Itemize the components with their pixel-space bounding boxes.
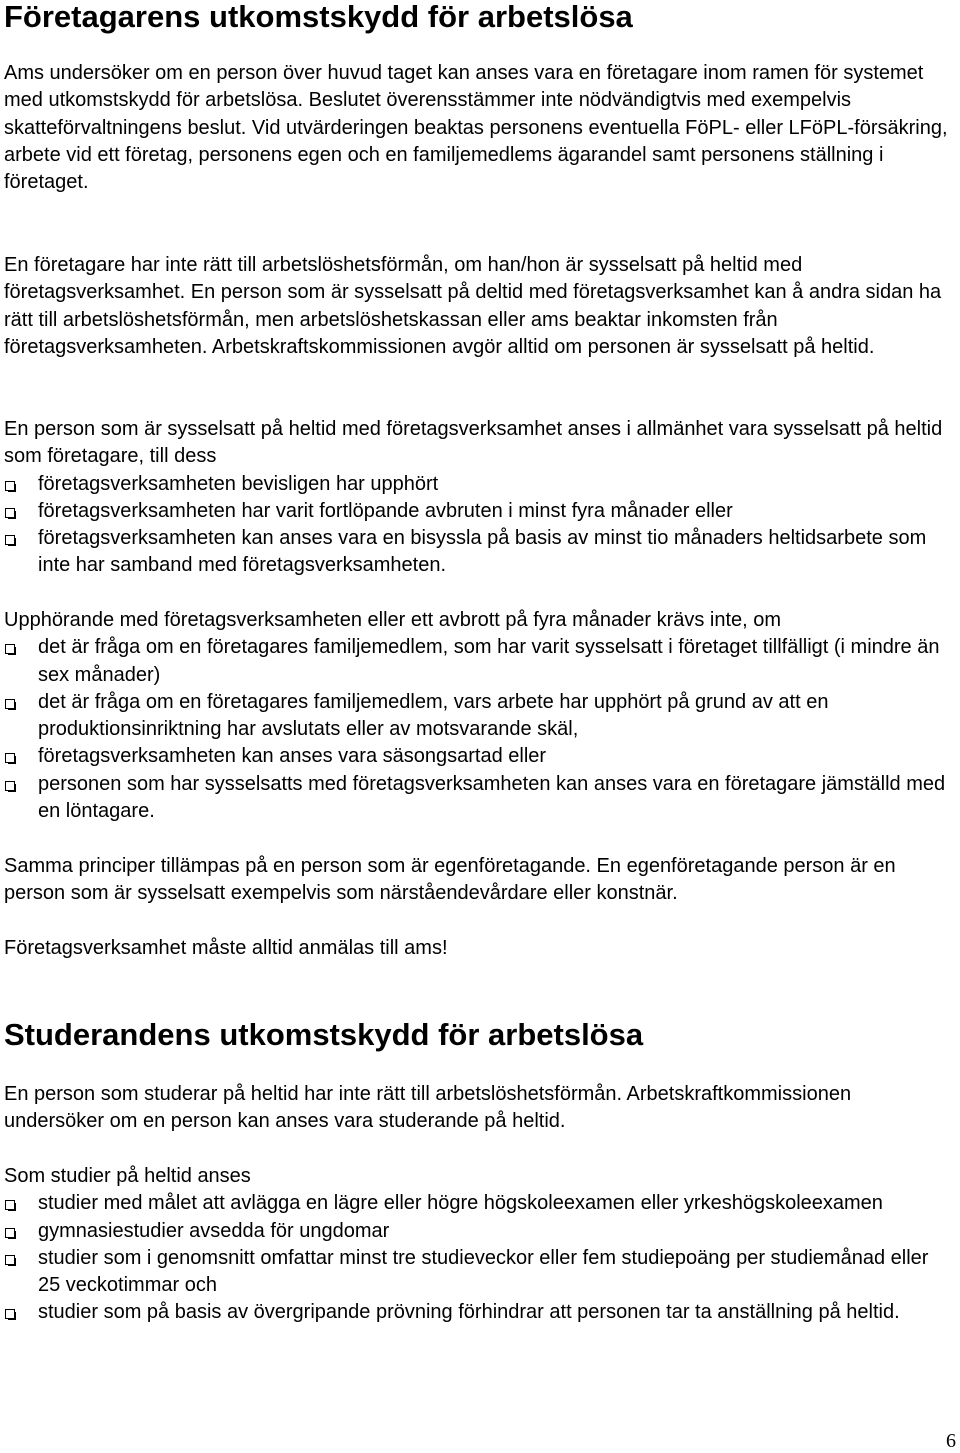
list-item bbox=[4, 689, 952, 744]
paragraph-fulltime-rule bbox=[4, 252, 952, 361]
paragraph-text: En person som studerar på heltid har inte rätt till arbetslöshetsförmån. Arbetskraftkommissionen undersöker om en person kan anses vara studerande på heltid. bbox=[4, 1083, 852, 1133]
list-intro: En person som är sysselsatt på heltid med företagsverksamhet anses i allmänhet vara sysselsatt på heltid som företagare, till dess bbox=[4, 418, 943, 468]
paragraph-text: Samma principer tillämpas på en person som är egenföretagande. En egenföretagande person är en person som är sysselsatt exempelvis som närståendevårdare eller konstnär. bbox=[4, 855, 896, 905]
list-item-text: gymnasiestudier avsedda för ungdomar bbox=[38, 1219, 390, 1242]
paragraph-entrepreneur-assessment bbox=[4, 60, 952, 196]
list-item bbox=[4, 1245, 952, 1300]
list-item-text: företagsverksamheten kan anses vara en bisyssla på basis av minst tio månaders heltidsarbete som inte har samband med företagsverksamheten. bbox=[38, 527, 927, 577]
paragraph-self-employed bbox=[4, 853, 952, 908]
paragraph-student-rule bbox=[4, 1081, 952, 1136]
list-item bbox=[4, 634, 952, 689]
checkbox-bullet-icon bbox=[5, 1255, 15, 1265]
list-item bbox=[4, 471, 952, 498]
list-item-text: företagsverksamheten bevisligen har upphört bbox=[38, 472, 439, 495]
checkbox-bullet-icon bbox=[5, 535, 15, 545]
paragraph-text: Företagsverksamhet måste alltid anmälas till ams! bbox=[4, 937, 448, 959]
paragraph-text: En företagare har inte rätt till arbetslöshetsförmån, om han/hon är sysselsatt på heltid med företagsverksamhet. En person som är sysselsatt på deltid med företagsverksamhet kan å andra sidan ha rätt till arbetslöshetsförmån, men arbetslöshetskassan eller ams beaktar inkomsten från företagsverksamheten. Arbetskraftskommissionen avgör alltid om personen är sysselsatt på heltid. bbox=[4, 254, 942, 358]
list-item-text: studier med målet att avlägga en lägre eller högre högskoleexamen eller yrkeshögskoleexamen bbox=[38, 1192, 883, 1215]
checkbox-bullet-icon bbox=[5, 1200, 15, 1210]
page-number: 6 bbox=[946, 1430, 956, 1452]
paragraph-fulltime-studies bbox=[4, 1163, 952, 1327]
section-title-entrepreneur: Företagarens utkomstskydd för arbetslösa bbox=[4, 0, 633, 34]
list-item-text: företagsverksamheten kan anses vara säsongsartad eller bbox=[38, 745, 547, 768]
checkbox-bullet-icon bbox=[5, 508, 15, 518]
list-item-text: studier som i genomsnitt omfattar minst tre studieveckor eller fem studiepoäng per studiemånad eller 25 veckotimmar och bbox=[38, 1246, 929, 1297]
list-item bbox=[4, 1299, 952, 1326]
list-item-text: företagsverksamheten har varit fortlöpande avbruten i minst fyra månader eller bbox=[38, 499, 733, 522]
list-item-text: det är fråga om en företagares familjemedlem, vars arbete har upphört på grund av att en produktionsinriktning har avslutats eller av motsvarande skäl, bbox=[38, 690, 829, 741]
paragraph-text: Ams undersöker om en person över huvud taget kan anses vara en företagare inom ramen för systemet med utkomstskydd för arbetslösa. Beslutet överensstämmer inte nödvändigtvis med exempelvis skatteförvaltningens beslut. Vid utvärderingen beaktas personens eventuella FöPL- eller LFöPL-försäkring, arbete vid ett företag, personens egen och en familjemedlems ägarandel samt personens ställning i företaget. bbox=[4, 62, 948, 194]
list-item-text: det är fråga om en företagares familjemedlem, som har varit sysselsatt i företaget tillfälligt (i mindre än sex månader) bbox=[38, 636, 940, 686]
list-intro: Upphörande med företagsverksamheten eller ett avbrott på fyra månader krävs inte, om bbox=[4, 609, 782, 631]
list-item bbox=[4, 771, 952, 826]
list-item-text: personen som har sysselsatts med företagsverksamheten kan anses vara en företagare jämställd med en löntagare. bbox=[38, 772, 946, 823]
list-item bbox=[4, 525, 952, 580]
checkbox-bullet-icon bbox=[5, 699, 15, 709]
paragraph-fulltime-conditions bbox=[4, 416, 952, 580]
list-item-text: studier som på basis av övergripande prövning förhindrar att personen tar ta anställning på heltid. bbox=[38, 1301, 900, 1324]
paragraph-notice bbox=[4, 935, 952, 962]
checkbox-bullet-icon bbox=[5, 781, 15, 791]
checkbox-bullet-icon bbox=[5, 481, 15, 491]
paragraph-exceptions bbox=[4, 607, 952, 825]
checkbox-bullet-list bbox=[4, 471, 952, 580]
list-item bbox=[4, 743, 952, 770]
checkbox-bullet-list bbox=[4, 634, 952, 825]
list-item bbox=[4, 1190, 952, 1217]
list-intro: Som studier på heltid anses bbox=[4, 1165, 251, 1187]
section-title-students: Studerandens utkomstskydd för arbetslösa bbox=[4, 1017, 644, 1052]
checkbox-bullet-icon bbox=[5, 644, 15, 654]
list-item bbox=[4, 498, 952, 525]
list-item bbox=[4, 1218, 952, 1245]
checkbox-bullet-list bbox=[4, 1190, 952, 1326]
checkbox-bullet-icon bbox=[5, 753, 15, 763]
checkbox-bullet-icon bbox=[5, 1309, 15, 1319]
checkbox-bullet-icon bbox=[5, 1228, 15, 1238]
